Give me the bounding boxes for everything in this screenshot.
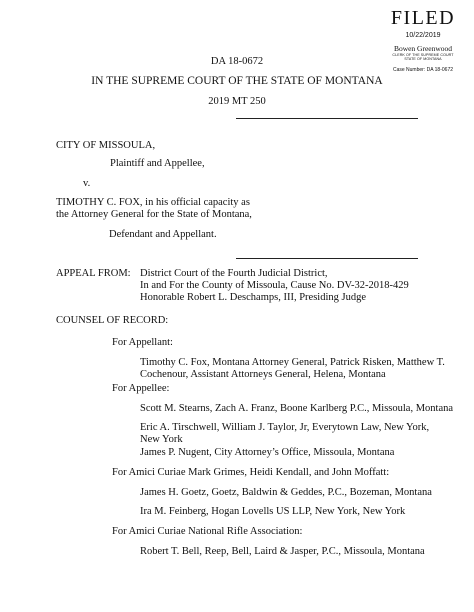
docket-number: DA 18-0672 xyxy=(210,56,264,67)
defendant-line-2: the Attorney General for the State of Montana, xyxy=(56,209,252,220)
filed-date: 10/22/2019 xyxy=(405,32,441,39)
appellee-counsel-2-line-1: Eric A. Tirschwell, William J. Taylor, Jr, Everytown Law, New York, xyxy=(140,422,430,433)
amici-1-counsel-b: Ira M. Feinberg, Hogan Lovells US LLP, New York, New York xyxy=(140,506,406,517)
stamp-case-number: Case Number: DA 18-0672 xyxy=(392,66,454,73)
defendant-line-1: TIMOTHY C. FOX, in his official capacity as xyxy=(56,197,250,208)
header-rule xyxy=(236,118,418,119)
counsel-heading: COUNSEL OF RECORD: xyxy=(56,315,169,326)
appeal-line-1: District Court of the Fourth Judicial District, xyxy=(140,268,328,279)
amici-1-counsel-a: James H. Goetz, Goetz, Baldwin & Geddes, P.C., Bozeman, Montana xyxy=(140,487,432,498)
appeal-line-2: In and For the County of Missoula, Cause No. DV-32-2018-429 xyxy=(140,280,409,291)
appeal-line-3: Honorable Robert L. Deschamps, III, Presiding Judge xyxy=(140,292,366,303)
plaintiff-name: CITY OF MISSOULA, xyxy=(56,140,156,151)
appellee-counsel-3: James P. Nugent, City Attorney’s Office, Missoula, Montana xyxy=(140,447,395,458)
caption-rule xyxy=(236,258,418,259)
for-amici-1-label: For Amici Curiae Mark Grimes, Heidi Kendall, and John Moffatt: xyxy=(112,467,390,478)
clerk-name: Bowen Greenwood xyxy=(393,43,453,53)
appellee-counsel-1: Scott M. Stearns, Zach A. Franz, Boone Karlberg P.C., Missoula, Montana xyxy=(140,403,454,414)
citation: 2019 MT 250 xyxy=(208,96,266,107)
for-amici-2-label: For Amici Curiae National Rifle Association: xyxy=(112,526,303,537)
amici-2-counsel-a: Robert T. Bell, Reep, Bell, Laird & Jasper, P.C., Missoula, Montana xyxy=(140,546,425,557)
clerk-title-1: CLERK OF THE SUPREME COURT xyxy=(392,53,454,58)
appellant-counsel-line-2: Cochenour, Assistant Attorneys General, Helena, Montana xyxy=(140,369,386,380)
filed-label: FILED xyxy=(390,7,456,29)
plaintiff-role: Plaintiff and Appellee, xyxy=(110,158,205,169)
for-appellee-label: For Appellee: xyxy=(112,383,170,394)
court-name: IN THE SUPREME COURT OF THE STATE OF MONTANA xyxy=(91,75,383,87)
defendant-role: Defendant and Appellant. xyxy=(109,229,217,240)
for-appellant-label: For Appellant: xyxy=(112,337,173,348)
appeal-label: APPEAL FROM: xyxy=(56,268,131,279)
appellant-counsel-line-1: Timothy C. Fox, Montana Attorney General, Patrick Risken, Matthew T. xyxy=(140,357,445,368)
appellee-counsel-2-line-2: New York xyxy=(140,434,183,445)
clerk-title-2: STATE OF MONTANA xyxy=(404,57,442,62)
versus: v. xyxy=(83,178,91,189)
